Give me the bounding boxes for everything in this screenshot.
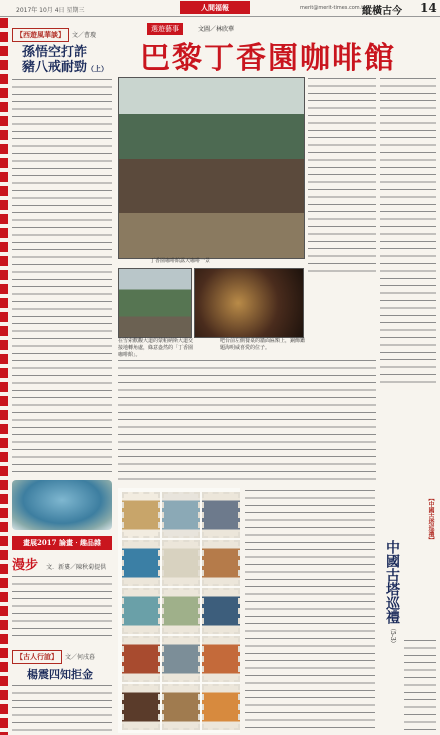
stamp-panel	[118, 488, 240, 733]
byline-xiyou: 文／曹瓊	[72, 32, 97, 39]
caption-terrace: 丁香園咖啡館露天咖啡一景	[150, 258, 211, 264]
section-name: 縱橫古今	[362, 6, 402, 17]
page-header	[0, 0, 440, 17]
art-description	[12, 576, 112, 636]
newspaper-logo: 人間福報	[180, 1, 250, 14]
cafe-terrace-photo	[118, 77, 305, 259]
corner-photo	[118, 268, 192, 338]
column-tag-xiyou: 【西遊風華談】	[12, 28, 69, 42]
decorative-stripes	[0, 18, 8, 735]
caption-corner: 在雪索歡觀大道的蒙帕納斯大道交接地轉角處，綠意盎然的「丁香園咖啡館」。	[118, 338, 194, 358]
pagoda-title: 中國古塔巡禮	[384, 540, 400, 624]
stamp-7	[122, 588, 160, 634]
art-byline: 文．新婁／陳秋菊提供	[46, 564, 107, 571]
issue-date: 2017年 10月 4日 星期三	[16, 7, 85, 14]
article-title-xiyou	[22, 45, 112, 76]
title-line-2: 豬八戒耐勁	[22, 60, 88, 75]
title-line-1: 孫悟空打詐	[22, 45, 88, 60]
pagoda-column-tag: 【中國古塔巡禮】	[427, 495, 434, 543]
stamp-11	[162, 636, 200, 682]
article-body-xiyou	[12, 79, 112, 474]
page-number: 14	[420, 1, 437, 15]
stamp-14	[162, 684, 200, 730]
column-tag-ancients: 【古人行誼】	[12, 650, 62, 664]
feature-body-middle	[118, 360, 376, 480]
article-body-yangzhen	[12, 685, 112, 735]
title-volume: （上）	[87, 64, 109, 73]
article-title-yangzhen: 楊震四知拒金	[27, 668, 93, 681]
artwork-image	[12, 480, 112, 530]
stamp-3	[202, 492, 240, 538]
feature-body-top-middle	[308, 78, 376, 278]
stamp-1	[122, 492, 160, 538]
stamp-9	[202, 588, 240, 634]
bar-interior-photo	[194, 268, 304, 338]
art-title: 漫步	[12, 558, 39, 573]
feature-byline: 文圖／林欣華	[198, 26, 235, 33]
stamp-10	[122, 636, 160, 682]
stamp-2	[162, 492, 200, 538]
feature-body-right	[380, 78, 436, 388]
stamp-5	[162, 540, 200, 586]
stamp-6	[202, 540, 240, 586]
pagoda-body-left	[245, 490, 375, 730]
caption-bar: 吧台前左側餐桌的牆面匾額上，銅飾鑑題海明威喜愛的位子。	[220, 338, 306, 351]
art-exhibit-banner: 畫展2017 論畫‧趣品雜	[12, 536, 112, 550]
stamp-15	[202, 684, 240, 730]
stamp-8	[162, 588, 200, 634]
byline-ancients: 文／何戌暮	[65, 654, 96, 661]
feature-title: 巴黎丁香園咖啡館	[140, 41, 396, 76]
pagoda-body-right	[404, 640, 436, 732]
feature-tag: 選遊藝事	[147, 23, 183, 35]
contact-email: merit@merit-times.com.tw	[300, 5, 368, 11]
stamp-12	[202, 636, 240, 682]
left-column	[12, 22, 112, 732]
pagoda-volume: （5-3）	[389, 625, 396, 647]
stamp-13	[122, 684, 160, 730]
stamp-4	[122, 540, 160, 586]
